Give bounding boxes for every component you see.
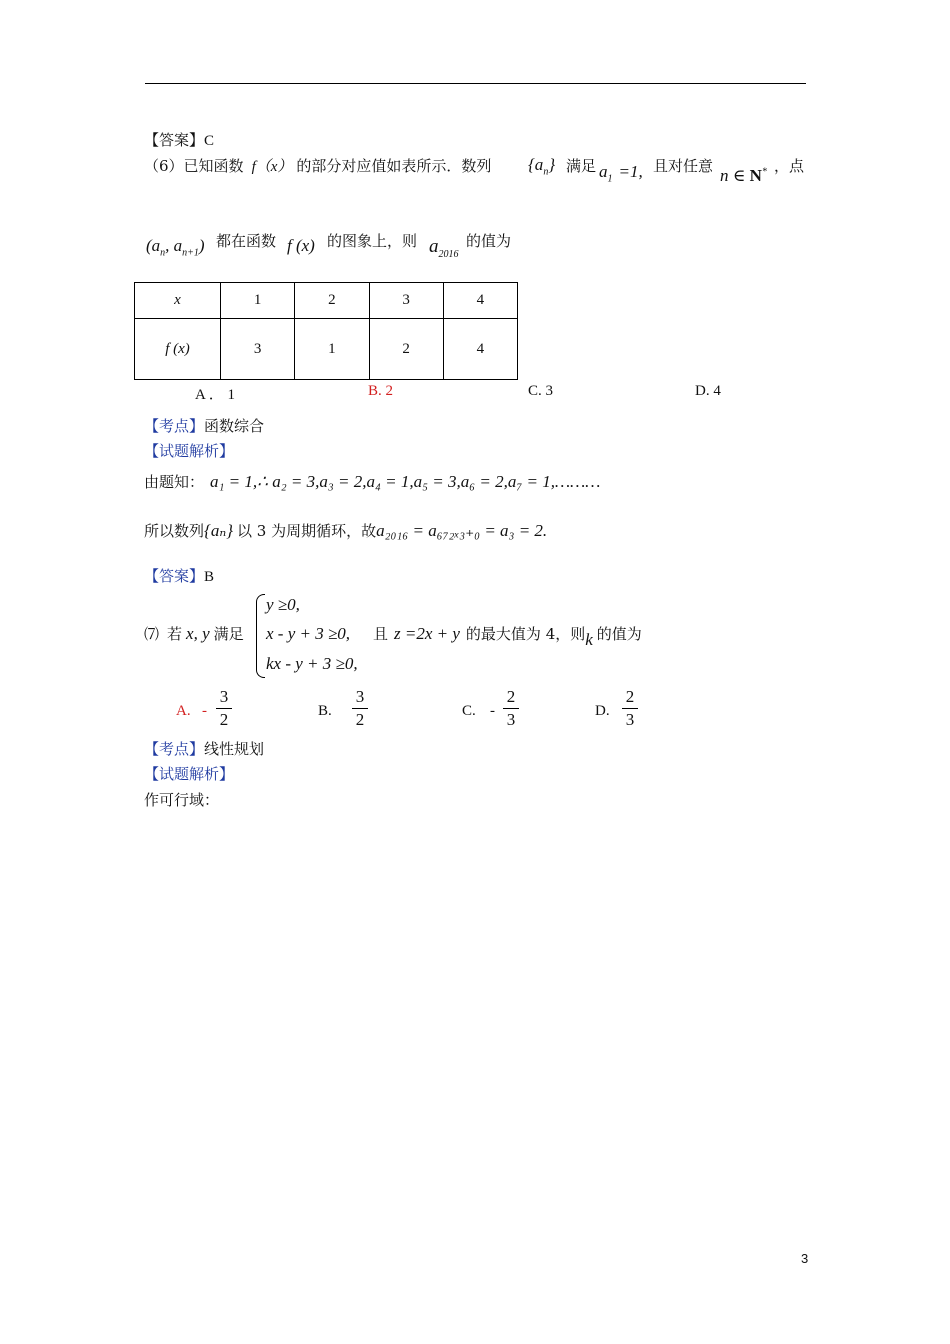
q6-jiexi-label: 【试题解析】 <box>144 442 235 460</box>
page-number: 3 <box>801 1251 809 1266</box>
math-sub: n <box>160 247 166 259</box>
math-x: （x） <box>255 159 293 175</box>
constraint-2: x - y + 3 ≥0, <box>266 624 351 643</box>
math-a: a <box>429 236 439 257</box>
table-cell: 3 <box>369 283 443 319</box>
answer-label: 【答案】 <box>144 567 205 585</box>
table-row <box>135 283 518 319</box>
answer-value: B <box>204 569 215 585</box>
fraction-bar <box>622 708 638 709</box>
q7-text: 的值为 <box>596 625 642 643</box>
q6-text-any: 且对任意 <box>653 157 714 175</box>
q7-feasible-text: 作可行域： <box>144 791 220 809</box>
fraction-denominator: 3 <box>506 710 516 729</box>
constraint-1: y ≥0, <box>266 595 300 614</box>
constraint-3: kx - y + 3 ≥0, <box>266 654 358 673</box>
q6-option-d: D. 4 <box>695 383 721 399</box>
q6-text-on: 都在函数 <box>216 232 277 250</box>
math-z: z =2x + y <box>394 624 460 643</box>
kaodian-label: 【考点】 <box>144 417 205 435</box>
solution-text: 以 3 为周期循环，故 <box>237 522 377 540</box>
q7-text: 若 <box>167 625 183 643</box>
q7-jiexi-label: 【试题解析】 <box>144 765 235 783</box>
q7-number: ⑺ <box>144 625 160 643</box>
q7-kaodian <box>144 738 264 759</box>
q6-line-1 <box>144 155 491 176</box>
math-sub: n <box>543 166 549 178</box>
solution-math: a₁ = 1,∴ a₂ = 3,a₃ = 2,a₄ = 1,a₅ = 3,a₆ = 2,a₇ = 1,……… <box>210 472 601 491</box>
fraction-numerator: 3 <box>219 687 229 706</box>
math-seq: {a <box>528 155 544 174</box>
fraction-bar <box>352 708 368 709</box>
math-n-in: n ∈ <box>720 166 750 185</box>
kaodian-value: 线性规划 <box>204 740 265 758</box>
table-cell: 4 <box>443 283 517 319</box>
sequence-an <box>528 155 555 177</box>
math-sub: 2016 <box>438 248 459 260</box>
fraction-numerator: 2 <box>506 687 516 706</box>
math-f: f <box>251 159 256 175</box>
table-cell: 3 <box>221 319 295 380</box>
math-sub: 1 <box>607 173 613 185</box>
table-cell: 1 <box>221 283 295 319</box>
n-in-N <box>720 166 767 186</box>
q7-option-d-label: D. <box>595 703 610 719</box>
q7-option-a-label: A. <box>176 703 191 719</box>
q6-text-graph: 的图象上，则 <box>327 232 418 250</box>
fraction-denominator: 3 <box>625 710 635 729</box>
q7-option-c-label: C. <box>462 703 476 719</box>
q6-number: （6） <box>144 157 184 175</box>
fraction-bar <box>216 708 232 709</box>
answer-label: 【答案】 <box>144 131 205 149</box>
point-an <box>146 236 205 258</box>
q6-kaodian <box>144 415 264 436</box>
q6-text-point: ，点 <box>774 157 805 175</box>
q7-text: 满足 <box>213 625 244 643</box>
solution-math: a₂₀₁₆ = a₆₇₂ₓ₃₊₀ = a₃ = 2. <box>376 521 548 540</box>
math-fx: f (x) <box>287 236 315 255</box>
q6-option-b: B. 2 <box>368 383 394 399</box>
math-xy: x, y <box>186 624 210 643</box>
table-cell: 2 <box>295 283 369 319</box>
solution-seq: {aₙ} <box>204 521 234 540</box>
header-rule <box>145 83 806 84</box>
q6-text: 已知函数 <box>183 157 244 175</box>
fraction-denominator: 2 <box>219 710 229 729</box>
math-k: k <box>585 630 593 649</box>
q6-text-satisfies: 满足 <box>566 157 597 175</box>
math-comma: , a <box>165 236 183 255</box>
math-eq: =1, <box>618 162 643 181</box>
kaodian-value: 函数综合 <box>204 417 265 435</box>
math-seq-close: } <box>548 155 556 174</box>
answer-value: C <box>204 133 215 149</box>
q7-text: 且 <box>373 625 389 643</box>
fraction-bar <box>503 708 519 709</box>
q7-option-d-fraction <box>622 688 638 729</box>
math-sub: n+1 <box>182 247 199 259</box>
q6-text-value: 的值为 <box>466 232 512 250</box>
q7-option-a-fraction <box>216 688 232 729</box>
fraction-numerator: 2 <box>625 687 635 706</box>
table-cell: 1 <box>295 319 369 380</box>
q6-answer-line <box>144 565 214 586</box>
q6-option-a: A ． 1 <box>195 387 236 403</box>
answer-prev-line <box>144 129 214 150</box>
q6-text: 的部分对应值如表所示．数列 <box>296 157 492 175</box>
table-cell: x <box>135 283 221 319</box>
table-cell: 4 <box>443 319 517 380</box>
q7-option-b-label: B. <box>318 703 332 719</box>
q7-option-c-sign: - <box>490 703 495 719</box>
math-close: ) <box>198 236 205 255</box>
a2016 <box>429 236 459 260</box>
fraction-numerator: 3 <box>355 687 365 706</box>
q7-lead <box>144 623 244 644</box>
solution-prefix: 所以数列 <box>144 522 205 540</box>
math-sup: * <box>761 166 767 178</box>
q7-rest <box>373 623 642 649</box>
q6-solution-line-2 <box>144 520 547 541</box>
math-a: a <box>599 162 608 181</box>
q7-option-c-fraction <box>503 688 519 729</box>
table-cell: 2 <box>369 319 443 380</box>
q7-text: 的最大值为 4，则 <box>465 625 586 643</box>
value-table <box>134 282 518 380</box>
q6-solution-line-1 <box>144 471 600 492</box>
system-brace <box>256 594 265 678</box>
q6-option-c: C. 3 <box>528 383 554 399</box>
table-cell: f (x) <box>135 319 221 380</box>
kaodian-label: 【考点】 <box>144 740 205 758</box>
q7-option-a-sign: - <box>202 703 207 719</box>
math-point: (a <box>146 236 161 255</box>
math-N: N <box>749 166 762 185</box>
solution-prefix: 由题知： <box>144 473 205 491</box>
q7-option-b-fraction <box>352 688 368 729</box>
table-row <box>135 319 518 380</box>
fraction-denominator: 2 <box>355 710 365 729</box>
a1-eq <box>599 162 643 184</box>
